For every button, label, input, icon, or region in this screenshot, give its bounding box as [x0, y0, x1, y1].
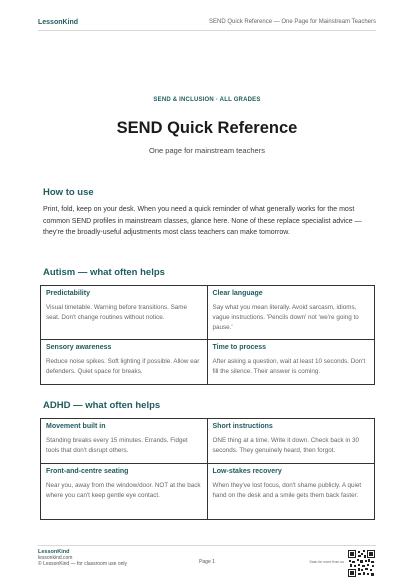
strategy-card [41, 340, 208, 384]
how-to-use-heading: How to use [43, 187, 94, 198]
page-subtitle: One page for mainstream teachers [149, 146, 265, 155]
page-title: SEND Quick Reference [116, 119, 298, 137]
footer-copyright: © LessonKind — for classroom use only [38, 561, 128, 568]
footer-divider [38, 545, 376, 546]
strategy-body: Near you, away from the window/door. NOT at the back where you can't keep gentle eye contact. [46, 482, 201, 499]
qr-code-icon [348, 550, 375, 577]
footer-site-link[interactable]: lessonkind.com [38, 555, 73, 562]
strategy-card [41, 464, 208, 519]
category-kicker: SEND & INCLUSION · ALL GRADES [153, 97, 261, 103]
strategy-title: Front-and-centre seating [46, 468, 129, 475]
strategy-card [208, 419, 375, 464]
strategy-body: ONE thing at a time. Write it down. Check back in 30 seconds. They genuinely heard, then forgot. [212, 437, 360, 454]
qr-caption: Scan for more from us [309, 560, 344, 564]
brand-logo-text[interactable]: LessonKind [38, 18, 79, 26]
strategy-title: Time to process [212, 344, 267, 351]
strategy-card [208, 340, 375, 384]
strategy-title: Movement built in [46, 423, 106, 430]
adhd-heading: ADHD — what often helps [43, 400, 161, 411]
strategy-body: Say what you mean literally. Avoid sarcasm, idioms, vague instructions. 'Pencils down' not 'we're going to pause.' [212, 304, 359, 331]
page-number: Page 1 [199, 559, 215, 565]
strategy-title: Clear language [212, 290, 263, 297]
strategy-title: Low-stakes recovery [212, 468, 282, 475]
header-divider [38, 30, 376, 31]
strategy-body: After asking a question, wait at least 10 seconds. Don't fill the silence. Their answer is coming. [212, 358, 366, 375]
strategy-body: When they've lost focus, don't shame publicly. A quiet hand on the desk and a smile gets them back faster. [212, 482, 362, 499]
strategy-title: Short instructions [212, 423, 273, 430]
strategy-card [41, 286, 208, 340]
strategy-body: Standing breaks every 15 minutes. Errands. Fidget tools that don't disrupt others. [46, 437, 188, 454]
strategy-title: Sensory awareness [46, 344, 112, 351]
header-doc-title: SEND Quick Reference — One Page for Mainstream Teachers [209, 19, 376, 25]
strategy-body: Reduce noise spikes. Soft lighting if possible. Allow ear defenders. Quiet space for breaks. [46, 358, 200, 375]
strategy-card [41, 419, 208, 464]
strategy-title: Predictability [46, 290, 90, 297]
footer-brand: LessonKind [38, 549, 70, 555]
autism-strategy-grid [40, 285, 375, 385]
autism-heading: Autism — what often helps [43, 267, 165, 278]
page-header [38, 15, 376, 29]
how-to-use-body: Print, fold, keep on your desk. When you need a quick reminder of what generally works for the most common SEND profiles in mainstream classes, glance here. None of these replace specialist advice — they're the broadly-useful adjustments most class teachers can make tomorrow. [43, 206, 362, 237]
adhd-strategy-grid [40, 418, 375, 520]
strategy-body: Visual timetable. Warning before transitions. Same seat. Don't change routines without notice. [46, 304, 188, 321]
strategy-card [208, 464, 375, 519]
strategy-card [208, 286, 375, 340]
